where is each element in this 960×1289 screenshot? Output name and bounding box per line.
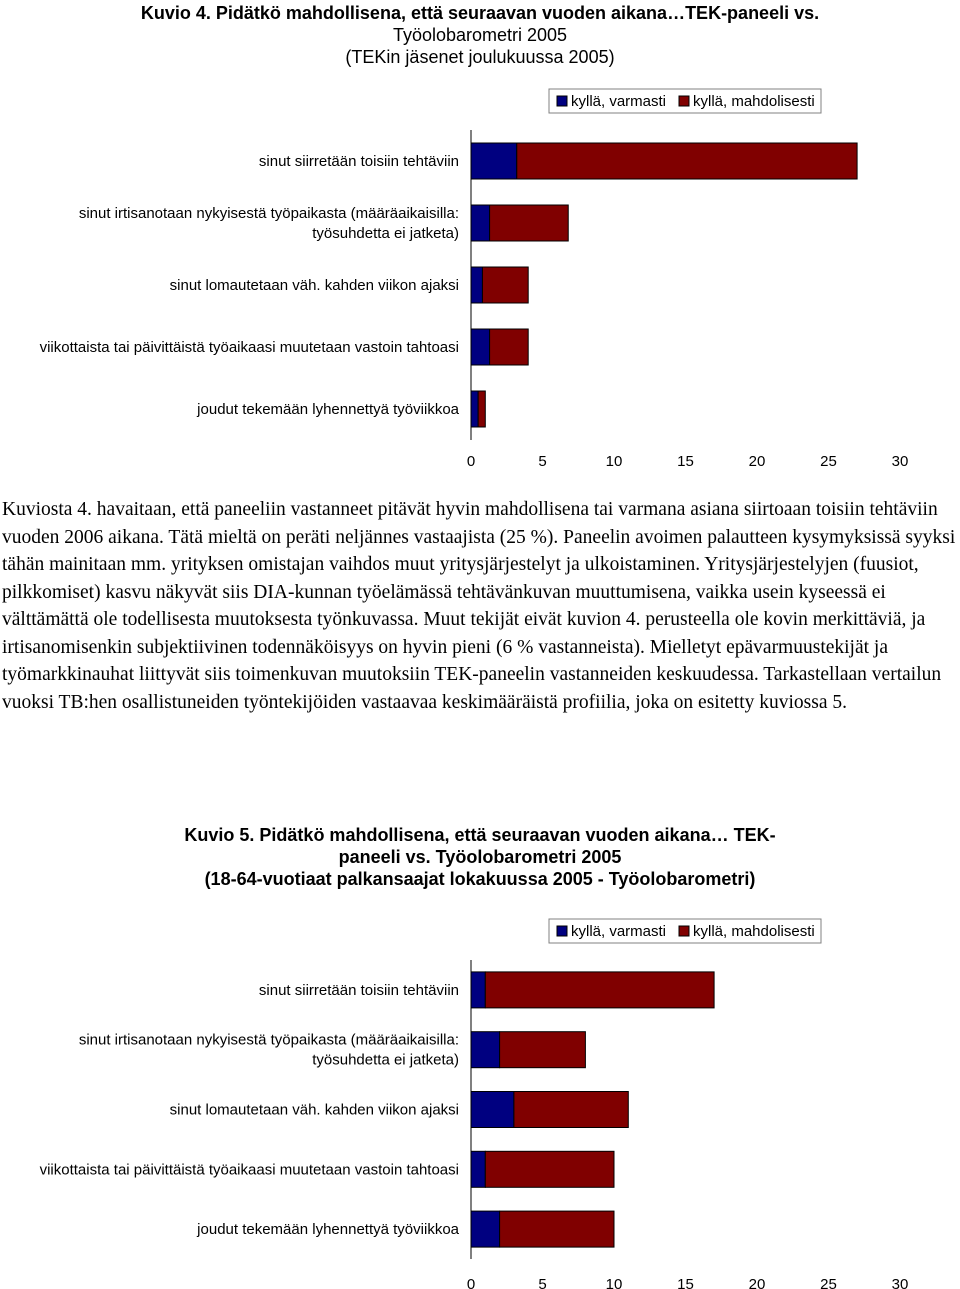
chart2-title-line1: Kuvio 5. Pidätkö mahdollisena, että seuraavan vuoden aikana… TEK- [184,825,776,845]
chart1-bar-0-series-0 [471,143,517,179]
chart1-category-label-1: sinut irtisanotaan nykyisestä työpaikasta (määräaikaisilla: työsuhdetta ei jatketa) [78,205,459,242]
chart1-title-line1: Kuvio 4. Pidätkö mahdollisena, että seuraavan vuoden aikana…TEK-paneeli vs. [140,3,820,23]
chart2-x-tick-0: 0 [466,1276,476,1289]
chart2-x-tick-6: 30 [891,1276,909,1289]
chart1-category-label-4: joudut tekemään lyhennettyä työviikkoa [197,401,459,418]
chart1-bar-3-series-0 [471,329,490,365]
chart2-legend-label-0: kyllä, varmasti [571,923,667,940]
chart1-title-line2: Työolobarometri 2005 [392,25,568,45]
chart2-category-label-4: joudut tekemään lyhennettyä työviikkoa [197,1221,459,1239]
chart1-x-tick-1: 5 [538,453,547,470]
chart2-bar-4-series-0 [471,1211,500,1247]
chart2-bar-0-series-0 [471,972,485,1008]
chart2-x-tick-5: 25 [820,1276,837,1289]
chart2-legend-swatch-0 [557,926,567,936]
chart2-legend [549,919,821,943]
chart2-category-label-2: sinut lomautetaan väh. kahden viikon ajaksi [169,1101,459,1119]
chart2-x-tick-1: 5 [538,1276,547,1289]
body-paragraph: Kuviosta 4. havaitaan, että paneeliin vastanneet pitävät hyvin mahdollisena tai varmana asiana siirtoaan toisiin tehtäviin vuoden 2006 aikana. Tätä mieltä on peräti neljännes vastaajista (25 %). Paneelin avoimen palautteen kysymyksissä syyksi tähän mainitaan mm. yrityksen omistajan vaihdos muut yritysjärjestelyt ja ulkoistaminen. Yritysjärjestelyjen (fuusiot, pilkkomiset) kasvu näkyvät siis DIA-kunnan työelämässä tehtävänkuvan muuttumisena, vaikka usein kyseessä ei välttämättä ole todellisesta muutoksesta työnkuvassa. Muut tekijät eivät kuvion 4. perusteella ole kovin merkittäviä, ja irtisanomisenkin subjektiivinen todennäköisyys on hyvin pieni (6 % vastanneista). Mielletyt epävarmuustekijät ja työmarkkinauhat liittyvät siis toimenkuvan muutoksiin TEK-paneelin vastanneiden keskuudessa. Tarkastellaan vertailun vuoksi TB:hen osallistuneiden työntekijöiden vastaavaa keskimääräistä profiilia, joka on esitetty kuviossa 5. [2,499,956,713]
chart2-bar-0-series-1 [485,972,714,1008]
chart1-bar-1-series-0 [471,205,490,241]
chart1-x-tick-4: 20 [748,453,766,470]
chart1-x-tick-6: 30 [891,453,909,470]
chart2-category-label-0: sinut siirretään toisiin tehtäviin [258,981,459,999]
chart1-plot [0,0,960,480]
chart1-x-tick-0: 0 [466,453,476,470]
chart2-bar-4-series-1 [500,1211,614,1247]
chart1-title-line3: (TEKin jäsenet joulukuussa 2005) [345,47,615,67]
chart1-category-label-3: viikottaista tai päivittäistä työaikaasi muutetaan vastoin tahtoasi [39,339,459,356]
chart2-legend-swatch-1 [679,926,689,936]
chart2-x-tick-3: 15 [677,1276,694,1289]
chart1-bar-4-series-0 [471,391,478,427]
chart2-category-label-3: viikottaista tai päivittäistä työaikaasi muutetaan vastoin tahtoasi [39,1161,459,1179]
chart1-x-tick-2: 10 [605,453,623,470]
chart2-title-line3: (18-64-vuotiaat palkansaajat lokakuussa 2005 - Työolobarometri) [204,869,756,889]
chart1-legend-label-1: kyllä, mahdolisesti [693,93,815,110]
chart1-category-label-2: sinut lomautetaan väh. kahden viikon ajaksi [169,277,459,294]
chart2-bar-3-series-0 [471,1151,485,1187]
chart1-bar-2-series-1 [482,267,528,303]
chart1-bar-4-series-1 [478,391,485,427]
chart1-x-tick-3: 15 [677,453,694,470]
chart1-category-label-0: sinut siirretään toisiin tehtäviin [258,153,459,170]
chart2-category-label-1: sinut irtisanotaan nykyisestä työpaikasta (määräaikaisilla: työsuhdetta ei jatketa) [78,1031,459,1069]
chart2-bar-3-series-1 [485,1151,614,1187]
chart1-legend-swatch-0 [557,96,567,106]
chart2-legend-label-1: kyllä, mahdolisesti [693,923,815,940]
chart1-bar-1-series-1 [490,205,569,241]
chart2-title [80,824,880,890]
chart1-bar-2-series-0 [471,267,482,303]
chart1-legend-swatch-1 [679,96,689,106]
chart1-x-tick-5: 25 [820,453,837,470]
chart2-bar-2-series-0 [471,1092,514,1128]
chart2-plot [0,900,960,1289]
chart2-x-tick-2: 10 [605,1276,623,1289]
chart1-bar-0-series-1 [517,143,857,179]
chart2-bar-1-series-0 [471,1032,500,1068]
chart2-title-line2: paneeli vs. Työolobarometri 2005 [338,847,622,867]
chart1-legend-label-0: kyllä, varmasti [571,93,667,110]
chart2-x-tick-4: 20 [748,1276,766,1289]
chart2-bar-2-series-1 [514,1092,628,1128]
chart1-legend [549,89,821,113]
chart2-bar-1-series-1 [500,1032,586,1068]
chart1-bar-3-series-1 [490,329,529,365]
